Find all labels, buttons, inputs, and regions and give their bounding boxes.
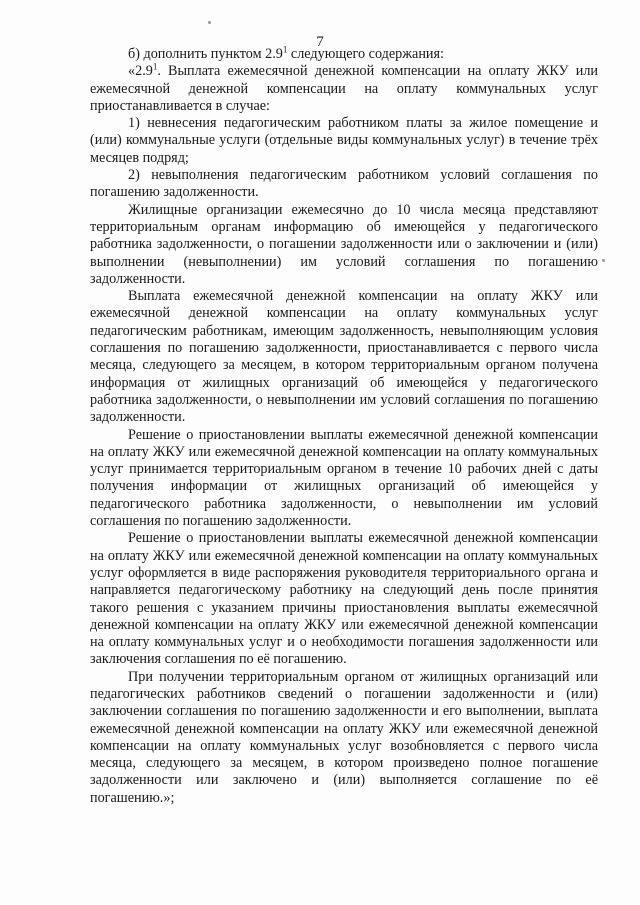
clause-superscript: 1 bbox=[152, 61, 158, 72]
body-paragraph: 1) невнесения педагогическим работником платы за жилое помещение и (или) коммунальные услуги (отдельные виды коммунальных услуг) в течение трёх месяцев подряд; bbox=[90, 115, 598, 166]
body-paragraph: При получении территориальным органом от жилищных организаций или педагогических работников сведений о погашении задолженности и (или) заключении соглашения по погашению задолженности и его выполнении, выплата ежемесячной денежной компенсации на оплату ЖКУ или ежемесячной денежной компенсации на оплату коммунальных услуг возобновляется с первого числа месяца, следующего за месяцем, в котором произведено полное погашение задолженности или заключено и (или) выполняется соглашение по её погашению.»; bbox=[90, 668, 598, 806]
document-body bbox=[90, 46, 598, 807]
scan-speck bbox=[208, 21, 211, 24]
intro-paragraph bbox=[90, 46, 598, 63]
intro-superscript: 1 bbox=[282, 44, 288, 55]
clause-number: «2.9 bbox=[128, 63, 153, 80]
body-paragraph: Решение о приостановлении выплаты ежемесячной денежной компенсации на оплату ЖКУ или ежемесячной денежной компенсации на оплату коммунальных услуг принимается территориальным органом в течение 10 рабочих дней с даты получения информации от жилищных организаций об имеющейся у педагогического работника задолженности, о невыполнении им условий соглашения по погашению задолженности. bbox=[90, 426, 598, 530]
intro-text-end: следующего содержания: bbox=[287, 46, 444, 62]
clause-paragraph bbox=[90, 63, 598, 115]
clause-text: . Выплата ежемесячной денежной компенсации на оплату ЖКУ или ежемесячной денежной компенсации на оплату коммунальных услуг приостанавливается в случае: bbox=[90, 63, 598, 114]
scan-speck bbox=[602, 259, 605, 262]
body-paragraph: Решение о приостановлении выплаты ежемесячной денежной компенсации на оплату ЖКУ или ежемесячной денежной компенсации на оплату коммунальных услуг оформляется в виде распоряжения руководителя территориального органа и направляется педагогическому работнику на следующий день после принятия такого решения с указанием причины приостановления выплаты ежемесячной денежной компенсации на оплату ЖКУ или ежемесячной денежной компенсации на оплату коммунальных услуг и о необходимости погашения задолженности или заключения соглашения по её погашению. bbox=[90, 530, 598, 668]
page-number: 7 bbox=[316, 34, 324, 50]
body-paragraph: Жилищные организации ежемесячно до 10 числа месяца представляют территориальным органам информацию об имеющейся у педагогического работника задолженности, о погашении задолженности или о заключении и (или) выполнении (невыполнении) им условий соглашения по погашению задолженности. bbox=[90, 201, 598, 287]
body-paragraph: 2) невыполнения педагогическим работником условий соглашения по погашению задолженности. bbox=[90, 167, 598, 201]
body-paragraph: Выплата ежемесячной денежной компенсации на оплату ЖКУ или ежемесячной денежной компенсации на оплату коммунальных услуг педагогическим работникам, имеющим задолженность, невыполняющим условия соглашения по погашению задолженности, приостанавливается с первого числа месяца, следующего за месяцем, в котором территориальным органом получена информация от жилищных организаций об имеющейся у педагогического работника задолженности, о невыполнении им условий соглашения по погашению задолженности. bbox=[90, 288, 598, 426]
intro-text: б) дополнить пунктом 2.9 bbox=[128, 46, 283, 62]
